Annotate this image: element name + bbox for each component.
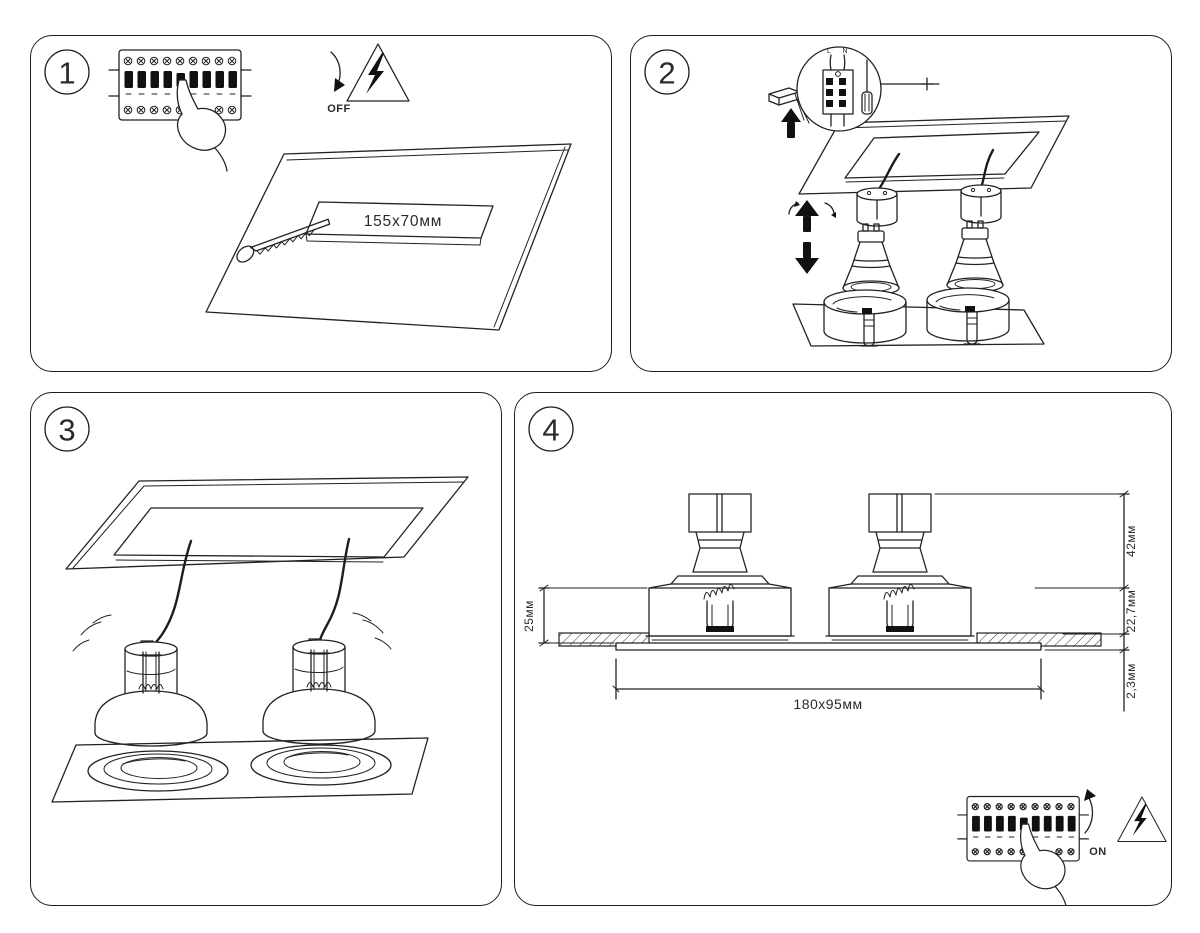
ceiling-board	[206, 144, 571, 330]
lamp-holder-ring	[927, 288, 1009, 344]
step-3-panel	[30, 392, 502, 906]
supply-wire	[150, 541, 191, 651]
circuit-breaker-icon	[958, 797, 1089, 905]
mounting-plate	[52, 738, 428, 802]
arrow-up-icon	[781, 108, 801, 138]
fixture-side-view	[646, 494, 794, 640]
pressing-hand-icon	[177, 80, 225, 150]
dim-2-3mm-label: 2,3мм	[1124, 663, 1138, 699]
step-badge	[45, 50, 89, 94]
gu10-socket	[857, 188, 897, 226]
supply-wire	[981, 150, 993, 188]
electric-hazard-icon	[347, 44, 409, 101]
dim-42mm-label: 42мм	[1124, 525, 1138, 557]
step-1-panel	[30, 35, 612, 372]
step-number: 4	[542, 412, 560, 448]
step-number: 1	[58, 55, 76, 91]
dimension-bottom	[613, 659, 1044, 712]
step-number: 2	[658, 55, 676, 91]
gu10-socket	[961, 185, 1001, 223]
dim-25mm-label: 25мм	[522, 600, 536, 632]
rotate-insert-arrow-icon	[789, 200, 836, 232]
dimension-right	[935, 491, 1138, 711]
fixture-side-view	[826, 494, 974, 640]
cutout-opening	[306, 202, 493, 245]
trim-ring	[251, 745, 391, 785]
step-number: 3	[58, 412, 76, 448]
supply-wire	[877, 154, 899, 192]
downlight-with-springs	[263, 639, 375, 744]
step-4-panel	[514, 392, 1172, 906]
dim-22-7mm-label: 22,7мм	[1124, 589, 1138, 633]
cutout-size-label: 155x70мм	[363, 213, 443, 230]
terminal-l-label: L	[827, 48, 831, 55]
on-arrow	[1084, 789, 1107, 858]
step-badge	[645, 50, 689, 94]
downlight-with-springs	[95, 641, 207, 746]
step-badge	[45, 407, 89, 451]
step-2-panel	[630, 35, 1172, 372]
gu10-lamp	[947, 221, 1003, 292]
drywall-saw-icon	[231, 219, 333, 266]
terminal-n-label: N	[842, 48, 848, 55]
off-arrow	[327, 52, 351, 115]
pressing-hand-icon	[1021, 824, 1065, 889]
mounting-plate-side	[616, 643, 1041, 650]
circuit-breaker-icon	[109, 50, 251, 171]
lamp-holder-ring	[824, 290, 906, 346]
mounting-plate	[793, 288, 1044, 346]
dim-180x95mm-label: 180x95мм	[793, 696, 863, 712]
gu10-lamp	[843, 224, 899, 295]
arrow-down-icon	[795, 242, 819, 274]
off-label: OFF	[327, 103, 351, 115]
wiring-callout-magnifier	[797, 47, 939, 131]
ceiling-cutout-board	[66, 477, 468, 569]
on-label: ON	[1089, 846, 1107, 858]
supply-wire	[318, 539, 349, 649]
step-badge	[529, 407, 573, 451]
trim-ring	[88, 751, 228, 791]
electric-hazard-icon	[1118, 797, 1166, 841]
